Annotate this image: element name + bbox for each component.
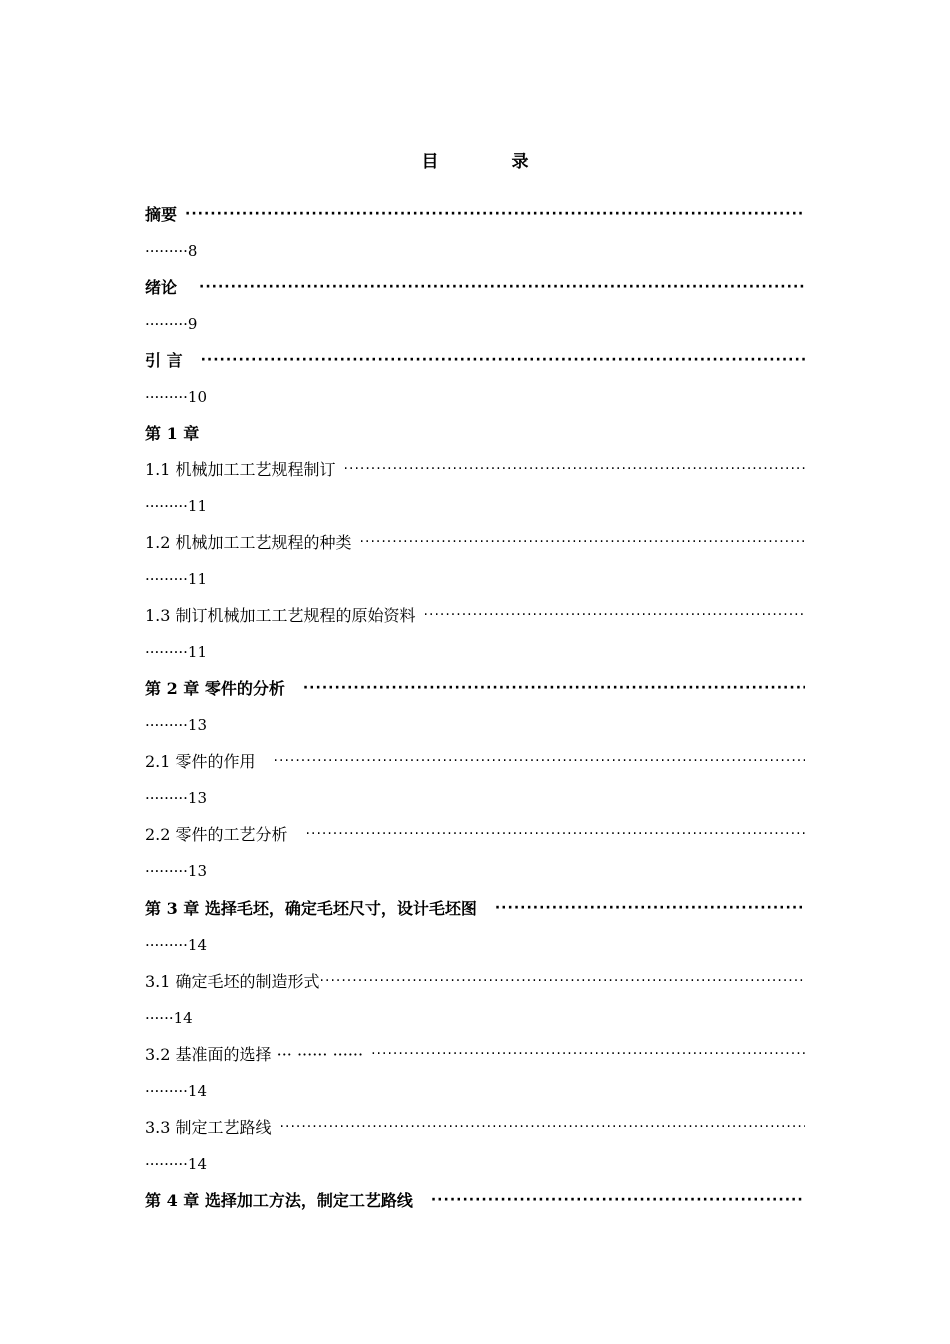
toc-entry-page <box>145 783 805 809</box>
toc-title: 目 录 <box>421 152 557 172</box>
toc-entry-label: 1.1 机械加工工艺规程制订 <box>145 460 336 479</box>
toc-entry-3-3 <box>145 1113 805 1139</box>
toc-leader-dots <box>201 350 805 372</box>
toc-entry-1-1 <box>145 455 805 481</box>
toc-entry-label: 3.3 制定工艺路线 <box>145 1118 272 1137</box>
toc-leader-dots <box>431 1190 805 1212</box>
toc-entry-label: 第 4 章 选择加工方法，制定工艺路线 <box>145 1191 413 1210</box>
toc-entry-label: 2.2 零件的工艺分析 <box>145 825 288 844</box>
toc-entry-label: 2.1 零件的作用 <box>145 752 256 771</box>
toc-leader-dots <box>185 204 805 226</box>
toc-entry-page <box>145 710 805 736</box>
toc-page-number: ·········11 <box>145 643 207 661</box>
toc-entry-page <box>145 491 805 517</box>
toc-entry-page <box>145 564 805 590</box>
toc-entry-label: 绪论 <box>145 278 178 297</box>
toc-chapter-4 <box>145 1186 805 1212</box>
toc-entry-page <box>145 382 805 408</box>
toc-entry-label: 第 1 章 <box>145 424 200 443</box>
toc-entry-preface <box>145 346 805 372</box>
toc-entry-page <box>145 1076 805 1102</box>
toc-entry-label: 摘要 <box>145 205 178 224</box>
toc-leader-dots <box>306 824 805 846</box>
toc-chapter-3 <box>145 894 805 920</box>
toc-entry-intro <box>145 273 805 299</box>
toc-entry-label: 第 3 章 选择毛坯，确定毛坯尺寸，设计毛坯图 <box>145 899 477 918</box>
toc-chapter-2 <box>145 674 805 700</box>
toc-page-number: ·········11 <box>145 570 207 588</box>
toc-page-number: ·········14 <box>145 936 207 954</box>
toc-entry-label: 第 2 章 零件的分析 <box>145 679 285 698</box>
toc-entry-3-1 <box>145 967 805 993</box>
toc-entry-label: 3.2 基准面的选择 ··· ······ ······ <box>145 1045 364 1064</box>
toc-entry-page <box>145 1149 805 1175</box>
toc-entry-1-3 <box>145 601 805 627</box>
toc-entry-label: 1.3 制订机械加工工艺规程的原始资料 <box>145 606 416 625</box>
toc-chapter-1 <box>145 419 805 445</box>
toc-entry-page <box>145 236 805 262</box>
toc-leader-dots <box>360 532 805 554</box>
toc-entry-1-2 <box>145 528 805 554</box>
toc-leader-dots <box>424 605 805 627</box>
toc-page-number: ·········9 <box>145 315 198 333</box>
toc-entry-label: 引 言 <box>145 351 183 370</box>
toc-entry-2-2 <box>145 820 805 846</box>
toc-entry-page <box>145 637 805 663</box>
toc-entry-page <box>145 856 805 882</box>
toc-leader-dots <box>280 1117 805 1139</box>
toc-leader-dots <box>320 971 805 993</box>
toc-page-number: ······14 <box>145 1009 193 1027</box>
toc-leader-dots <box>303 678 805 700</box>
toc-page-number: ·········11 <box>145 497 207 515</box>
toc-leader-dots <box>371 1044 805 1066</box>
toc-page-number: ·········14 <box>145 1082 207 1100</box>
toc-entry-abstract <box>145 200 805 226</box>
toc-leader-dots <box>495 898 805 920</box>
toc-entry-label: 1.2 机械加工工艺规程的种类 <box>145 533 352 552</box>
toc-entry-label: 3.1 确定毛坯的制造形式 <box>145 972 320 991</box>
toc-page-number: ·········13 <box>145 862 207 880</box>
toc-page-number: ·········14 <box>145 1155 207 1173</box>
toc-page-number: ·········8 <box>145 242 198 260</box>
toc-entry-2-1 <box>145 747 805 773</box>
toc-entry-3-2 <box>145 1040 805 1066</box>
toc-entry-page <box>145 930 805 956</box>
toc-leader-dots <box>199 277 805 299</box>
toc-page-number: ·········13 <box>145 716 207 734</box>
toc-leader-dots <box>274 751 805 773</box>
toc-entry-page <box>145 309 805 335</box>
toc-page-number: ·········10 <box>145 388 207 406</box>
toc-entry-page <box>145 1003 805 1029</box>
toc-leader-dots <box>344 459 805 481</box>
toc-page-number: ·········13 <box>145 789 207 807</box>
